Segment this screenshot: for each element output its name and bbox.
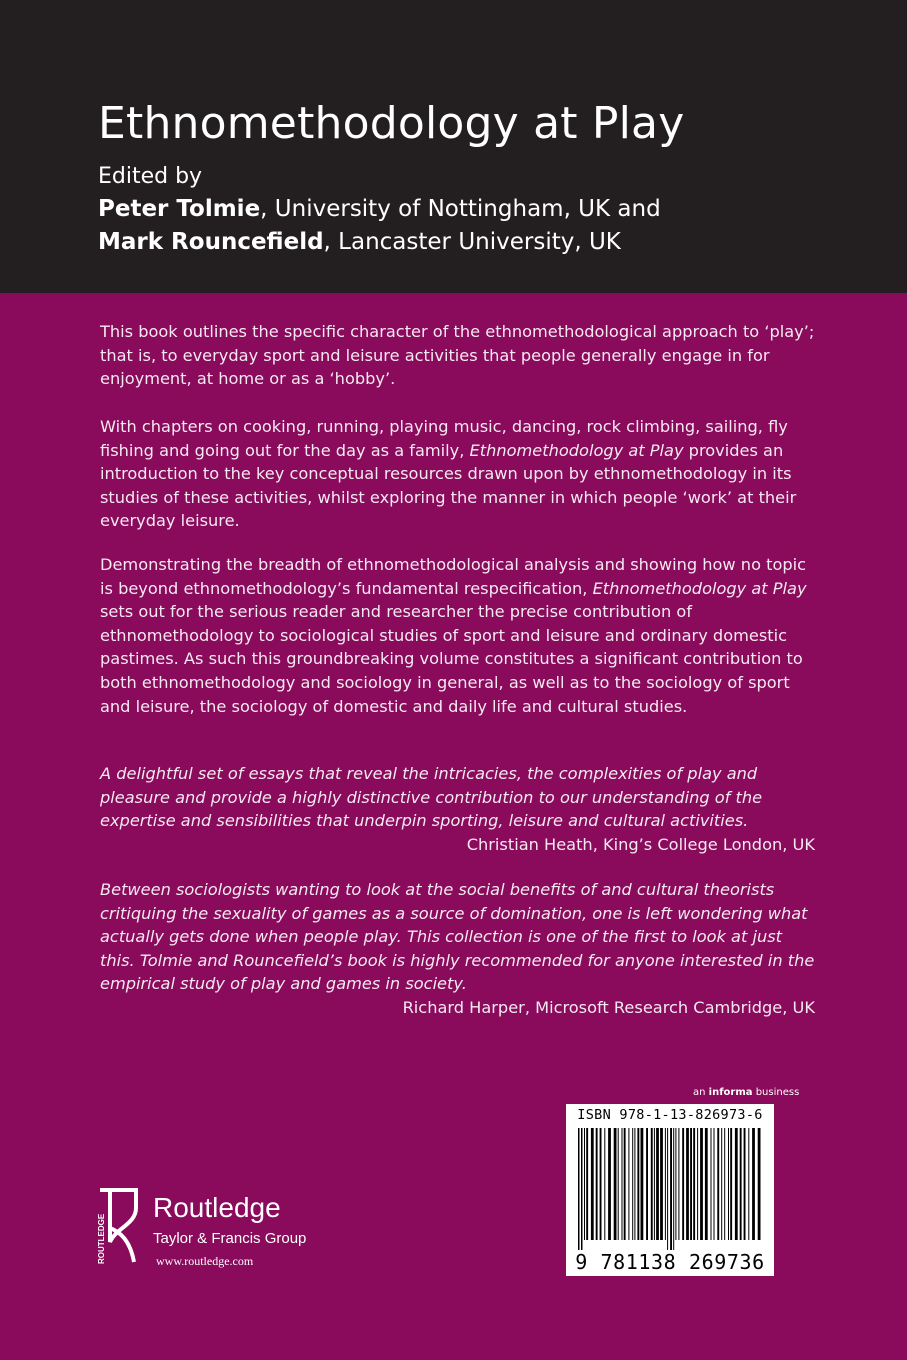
- blurb-p3-before: Demonstrating the breadth of ethnomethodological analysis and showing how no topic is beyond ethnomethodology’s fundamental respecification,: [100, 555, 807, 598]
- barcode-bar: [748, 1128, 749, 1240]
- barcode-bar: [604, 1128, 605, 1240]
- barcode-bar: [584, 1128, 585, 1240]
- barcode-bars: [576, 1128, 766, 1250]
- barcode-bar: [632, 1128, 633, 1240]
- barcode-bar: [581, 1128, 583, 1250]
- blurb-p2-after: provides an introduction to the key conceptual resources drawn upon by ethnomethodology in its studies of these activities, whilst exploring the manner in which people ‘work’ at their everyday leisure.: [100, 440, 797, 531]
- barcode-bar: [705, 1128, 708, 1240]
- informa-prefix: an: [693, 1087, 709, 1098]
- blurb-p3-title: Ethnomethodology at Play: [592, 578, 807, 598]
- barcode-bar: [624, 1128, 626, 1240]
- barcode-bar: [682, 1128, 684, 1240]
- barcode-bar: [665, 1128, 666, 1240]
- barcode-bar: [724, 1128, 725, 1240]
- barcode-bar: [578, 1128, 580, 1250]
- blurb-p3-after: sets out for the serious reader and researcher the precise contribution of ethnomethodology to sociological studies of sport and leisure and ordinary domestic pastimes. As such this groundbreaking volume constitutes a significant contribution to both ethnomethodology and sociology in general, as well as to the sociology of sport and leisure, the sociology of domestic and daily life and cultural studies.: [100, 602, 803, 716]
- barcode-bar: [752, 1128, 755, 1240]
- edited-by-label: Edited by: [98, 164, 203, 189]
- blurb-paragraph-3-text: [100, 553, 815, 718]
- barcode-bar: [740, 1128, 742, 1240]
- barcode-bar: [608, 1128, 611, 1240]
- barcode-bar: [637, 1128, 639, 1240]
- blurb-paragraph-2: [100, 415, 815, 533]
- barcode-bar: [686, 1128, 689, 1240]
- barcode-bar: [758, 1128, 761, 1240]
- barcode-bar: [641, 1128, 644, 1240]
- barcode-number: 9 781138 269736: [575, 1250, 765, 1274]
- endorsement-1-attribution: Christian Heath, King’s College London, UK: [466, 834, 815, 854]
- barcode-bar: [697, 1128, 698, 1240]
- barcode-bar: [700, 1128, 703, 1240]
- barcode-bar: [675, 1128, 676, 1240]
- endorsement-2: [100, 878, 815, 1020]
- barcode-bar: [591, 1128, 594, 1240]
- isbn-label: ISBN 978-1-13-826973-6: [577, 1107, 763, 1123]
- barcode-bar: [656, 1128, 659, 1240]
- barcode-bar: [721, 1128, 722, 1240]
- publisher-logo: [96, 1188, 356, 1278]
- blurb-p2-before: With chapters on cooking, running, playing music, dancing, rock climbing, sailing, fly fishing and going out for the day as a family,: [100, 417, 788, 460]
- publisher-group: Taylor & Francis Group: [153, 1230, 307, 1247]
- publisher-name: Routledge: [153, 1192, 281, 1223]
- editor-2: [98, 229, 621, 255]
- publisher-url[interactable]: www.routledge.com: [156, 1254, 254, 1268]
- book-title: Ethnomethodology at Play: [98, 98, 685, 149]
- routledge-logo-icon: [96, 1188, 142, 1266]
- endorsement-2-attribution: Richard Harper, Microsoft Research Cambridge, UK: [402, 997, 815, 1017]
- blurb-paragraph-2-text: [100, 415, 815, 533]
- barcode-bar: [728, 1128, 729, 1240]
- barcode-bar: [714, 1128, 715, 1240]
- blurb-paragraph-1-text: This book outlines the specific character of the ethnomethodological approach to ‘play’; that is, to everyday sport and leisure activities that people generally engage in for enjoyment, at home or as a ‘hobby’.: [100, 322, 815, 389]
- barcode-bar: [651, 1128, 653, 1240]
- barcode-bar: [690, 1128, 692, 1240]
- barcode-bar: [654, 1128, 655, 1240]
- cover-header: [0, 0, 907, 293]
- barcode-bar: [660, 1128, 663, 1240]
- barcode-bar: [618, 1128, 619, 1240]
- barcode-bar: [693, 1128, 695, 1240]
- endorsement-2-text: Between sociologists wanting to look at the social benefits of and cultural theorists critiquing the sexuality of games as a source of domination, one is left wondering what actually gets done when people play. This collection is one of the first to look at just this. Tolmie and Rouncefield’s book is highly recommended for anyone interested in the empirical study of play and games in society.: [100, 880, 815, 994]
- routledge-vertical-text: ROUTLEDGE: [97, 1213, 106, 1264]
- informa-suffix: business: [752, 1087, 800, 1098]
- barcode-bar: [678, 1128, 679, 1240]
- barcode-bar: [596, 1128, 598, 1240]
- barcode-bar: [634, 1128, 635, 1240]
- barcode-bar: [673, 1128, 674, 1250]
- editor-1-affiliation: , University of Nottingham, UK and: [260, 196, 661, 222]
- informa-tagline: [693, 1087, 799, 1098]
- blurb-paragraph-3: [100, 553, 815, 718]
- endorsement-1-text: A delightful set of essays that reveal the intricacies, the complexities of play and pleasure and provide a highly distinctive contribution to our understanding of the expertise and sensibilities that underpin sporting, leisure and cultural activities.: [100, 764, 763, 831]
- blurb-p2-title: Ethnomethodology at Play: [469, 440, 684, 460]
- barcode-bar: [586, 1128, 588, 1240]
- barcode-bar: [667, 1128, 668, 1250]
- barcode-bar: [711, 1128, 712, 1240]
- barcode-bar: [622, 1128, 623, 1240]
- endorsement-1: [100, 762, 815, 856]
- barcode-bar: [646, 1128, 648, 1240]
- barcode-bar: [735, 1128, 738, 1240]
- editor-2-name: Mark Rouncefield: [98, 229, 324, 255]
- editor-2-affiliation: , Lancaster University, UK: [323, 229, 621, 255]
- isbn-barcode: [566, 1104, 774, 1276]
- barcode-bar: [744, 1128, 746, 1240]
- barcode-bar: [730, 1128, 732, 1240]
- barcode-bar: [600, 1128, 602, 1240]
- barcode-bar: [717, 1128, 719, 1240]
- blurb-paragraph-1: [100, 320, 815, 391]
- barcode-bar: [628, 1128, 629, 1240]
- informa-bold: informa: [708, 1087, 753, 1098]
- editor-1-name: Peter Tolmie: [98, 196, 261, 222]
- barcode-bar: [670, 1128, 672, 1250]
- editor-1: [98, 196, 661, 222]
- barcode-bar: [614, 1128, 617, 1240]
